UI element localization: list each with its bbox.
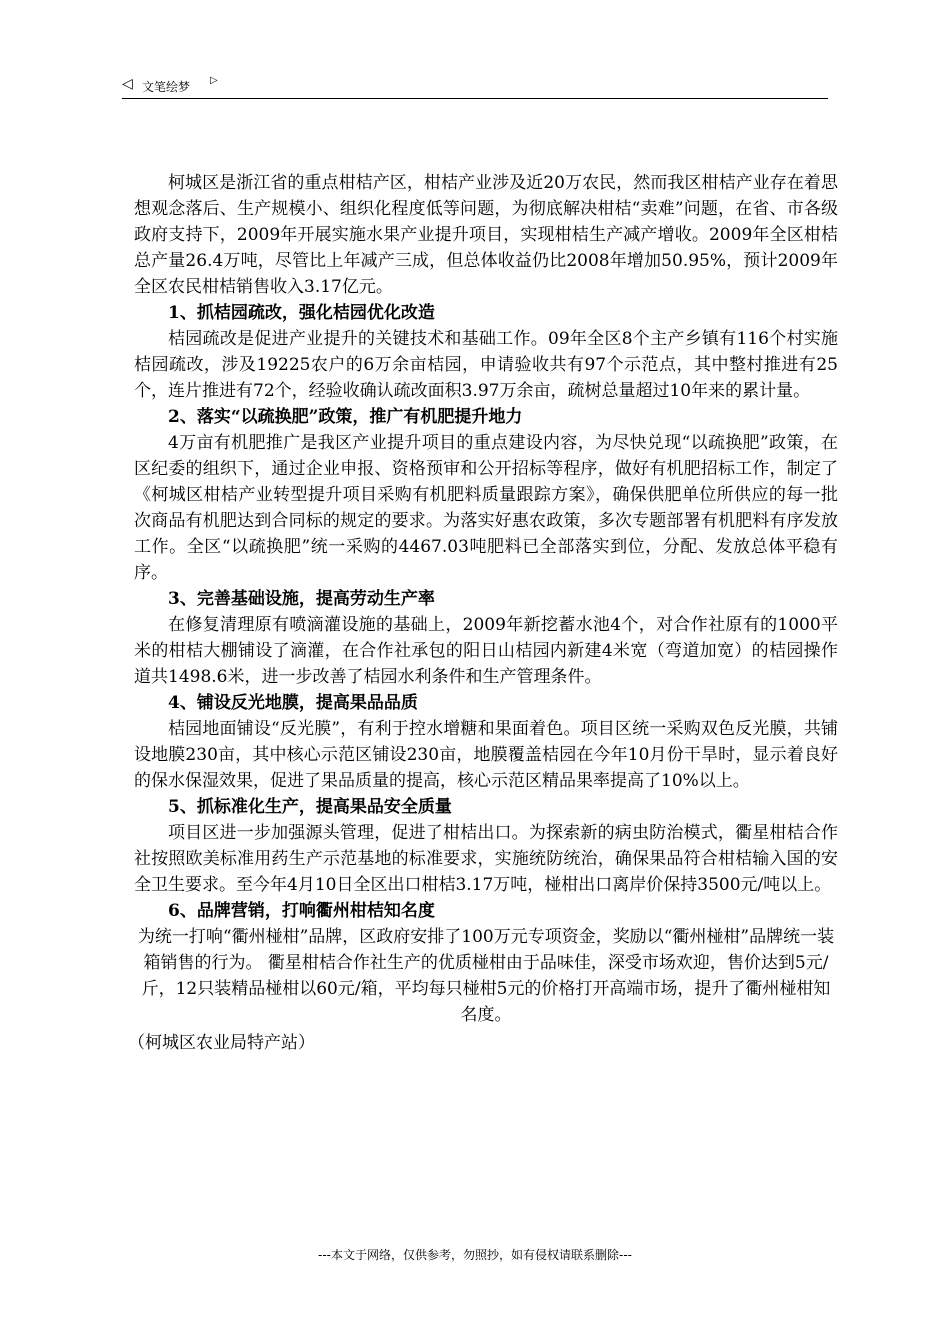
intro-paragraph: 柯城区是浙江省的重点柑桔产区，柑桔产业涉及近20万农民，然而我区柑桔产业存在着思想观念落后、生产规模小、组织化程度低等问题，为彻底解决柑桔“卖难”问题，在省、市各级政府支持下，2009年开展实施水果产业提升项目，实现柑桔生产减产增收。2009年全区柑桔总产量26.4万吨，尽管比上年减产三成，但总体收益仍比2008年增加50.95%，预计2009年全区农民柑桔销售收入3.17亿元。	[134, 173, 838, 297]
section-text-3: 在修复清理原有喷滴灌设施的基础上，2009年新挖蓄水池4个，对合作社原有的1000平米的柑桔大棚铺设了滴灌，在合作社承包的阳日山桔园内新建4米宽（弯道加宽）的桔园操作道共1498.6米，进一步改善了桔园水利条件和生产管理条件。	[134, 615, 838, 687]
section-text-6: 为统一打响“衢州椪柑”品牌，区政府安排了100万元专项资金，奖励以“衢州椪柑”品牌统一装箱销售的行为。 衢星柑桔合作社生产的优质椪柑由于品味佳，深受市场欢迎，售价达到5元/斤，12只装精品椪柑以60元/箱，平均每只椪柑5元的价格打开高端市场，提升了衢州椪柑知名度。	[137, 927, 835, 1025]
section-heading-1: 1、抓桔园疏改，强化桔园优化改造	[168, 303, 435, 323]
header-title: 文笔绘梦	[142, 80, 191, 94]
article-body	[128, 170, 838, 1056]
page-header	[122, 74, 828, 99]
triangle-right-icon: ▷	[210, 75, 218, 86]
section-heading-4: 4、铺设反光地膜，提高果品品质	[168, 693, 418, 713]
section-text-2: 4万亩有机肥推广是我区产业提升项目的重点建设内容，为尽快兑现“以疏换肥”政策，在区纪委的组织下，通过企业申报、资格预审和公开招标等程序，做好有机肥招标工作，制定了《柯城区柑桔产业转型提升项目采购有机肥料质量跟踪方案》，确保供肥单位所供应的每一批次商品有机肥达到合同标的规定的要求。为落实好惠农政策，多次专题部署有机肥料有序发放工作。全区“以疏换肥”统一采购的4467.03吨肥料已全部落实到位，分配、发放总体平稳有序。	[134, 433, 838, 583]
source-note: （柯城区农业局特产站）	[128, 1033, 315, 1053]
triangle-left-icon: ◁	[122, 76, 133, 92]
section-text-4: 桔园地面铺设“反光膜”，有利于控水增糖和果面着色。项目区统一采购双色反光膜，共铺设地膜230亩，其中核心示范区铺设230亩，地膜覆盖桔园在今年10月份干旱时，显示着良好的保水保湿效果，促进了果品质量的提高，核心示范区精品果率提高了10%以上。	[134, 719, 838, 791]
section-text-5: 项目区进一步加强源头管理，促进了柑桔出口。为探索新的病虫防治模式，衢星柑桔合作社按照欧美标准用药生产示范基地的标准要求，实施统防统治，确保果品符合柑桔输入国的安全卫生要求。至今年4月10日全区出口柑桔3.17万吨，椪柑出口离岸价保持3500元/吨以上。	[134, 823, 838, 895]
section-heading-6: 6、品牌营销，打响衢州柑桔知名度	[168, 901, 435, 921]
section-heading-5: 5、抓标准化生产，提高果品安全质量	[168, 797, 452, 817]
section-text-1: 桔园疏改是促进产业提升的关键技术和基础工作。09年全区8个主产乡镇有116个村实施桔园疏改，涉及19225农户的6万余亩桔园，申请验收共有97个示范点，其中整村推进有25个，连片推进有72个，经验收确认疏改面积3.97万余亩，疏树总量超过10年来的累计量。	[134, 329, 838, 401]
page-footer: ---本文于网络，仅供参考，勿照抄，如有侵权请联系删除---	[318, 1248, 632, 1262]
section-heading-2: 2、落实“以疏换肥”政策，推广有机肥提升地力	[168, 407, 523, 427]
section-heading-3: 3、完善基础设施，提高劳动生产率	[168, 589, 435, 609]
